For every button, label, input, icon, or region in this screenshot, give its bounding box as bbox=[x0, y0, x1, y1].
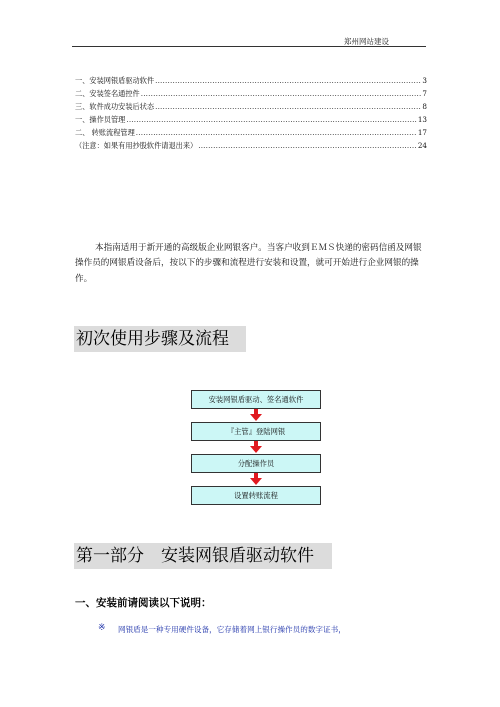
toc-entry[interactable] bbox=[75, 76, 427, 89]
toc-leader-dots bbox=[141, 89, 422, 98]
toc-leader-dots bbox=[136, 128, 417, 137]
toc-leader-dots bbox=[155, 76, 421, 85]
toc-entry-title: 一、安装网银盾驱动软件 bbox=[75, 76, 155, 85]
flow-arrow-icon bbox=[250, 409, 262, 421]
toc-leader-dots bbox=[155, 102, 421, 111]
toc-entry[interactable] bbox=[75, 141, 427, 154]
flow-step-supervisor-login: 『主管』登陆网银 bbox=[191, 422, 321, 441]
toc-entry-page: 7 bbox=[422, 89, 427, 99]
toc-leader-dots bbox=[126, 115, 417, 124]
flow-step-set-transfer-flow: 设置转账流程 bbox=[191, 486, 321, 505]
toc-entry-page: 8 bbox=[422, 102, 427, 112]
toc-entry-title: 二、安装签名通控件 bbox=[75, 89, 140, 99]
intro-paragraph: 本指南适用于新开通的高级版企业网银客户。当客户收到ＥＭＳ快递的密码信函及网银操作员的网银盾设备后，按以下的步骤和流程进行安装和设置，就可开始进行企业网银的操作。 bbox=[75, 243, 422, 284]
flow-step-install-drivers: 安装网银盾驱动、签名通软件 bbox=[191, 390, 321, 409]
subheading-read-before-install: 一、安装前请阅读以下说明： bbox=[75, 597, 212, 609]
flow-arrow-icon bbox=[250, 441, 262, 453]
toc-entry-title: 三、软件成功安装后状态 bbox=[75, 102, 155, 112]
table-of-contents bbox=[75, 76, 427, 155]
toc-leader-dots bbox=[198, 141, 417, 150]
toc-entry-title: 二、 转账流程管理 bbox=[75, 128, 135, 138]
toc-entry[interactable] bbox=[75, 89, 427, 102]
toc-entry-page: 17 bbox=[417, 128, 427, 138]
reference-mark-icon: ※ bbox=[98, 623, 106, 633]
section-heading-first-use: 初次使用步骤及流程 bbox=[74, 326, 246, 352]
header-rule bbox=[72, 46, 426, 47]
toc-entry-page: 3 bbox=[422, 76, 427, 85]
toc-entry[interactable] bbox=[75, 102, 427, 115]
header-title: 郑州网站建设 bbox=[344, 37, 389, 46]
toc-entry-page: 13 bbox=[417, 115, 427, 125]
flow-arrow-icon bbox=[250, 473, 262, 485]
toc-entry-title: 一、操作员管理 bbox=[75, 115, 126, 125]
section-heading-part-one: 第一部分 安装网银盾驱动软件 bbox=[74, 543, 332, 569]
flow-step-assign-operators: 分配操作员 bbox=[191, 454, 321, 473]
note-text: 网银盾是一种专用硬件设备，它存储着网上银行操作员的数字证书， bbox=[118, 625, 346, 634]
toc-entry[interactable] bbox=[75, 128, 427, 141]
toc-entry[interactable] bbox=[75, 115, 427, 128]
toc-entry-title: （注意：如果有用抄股软件请退出来） bbox=[75, 141, 198, 151]
toc-entry-page: 24 bbox=[417, 141, 427, 151]
